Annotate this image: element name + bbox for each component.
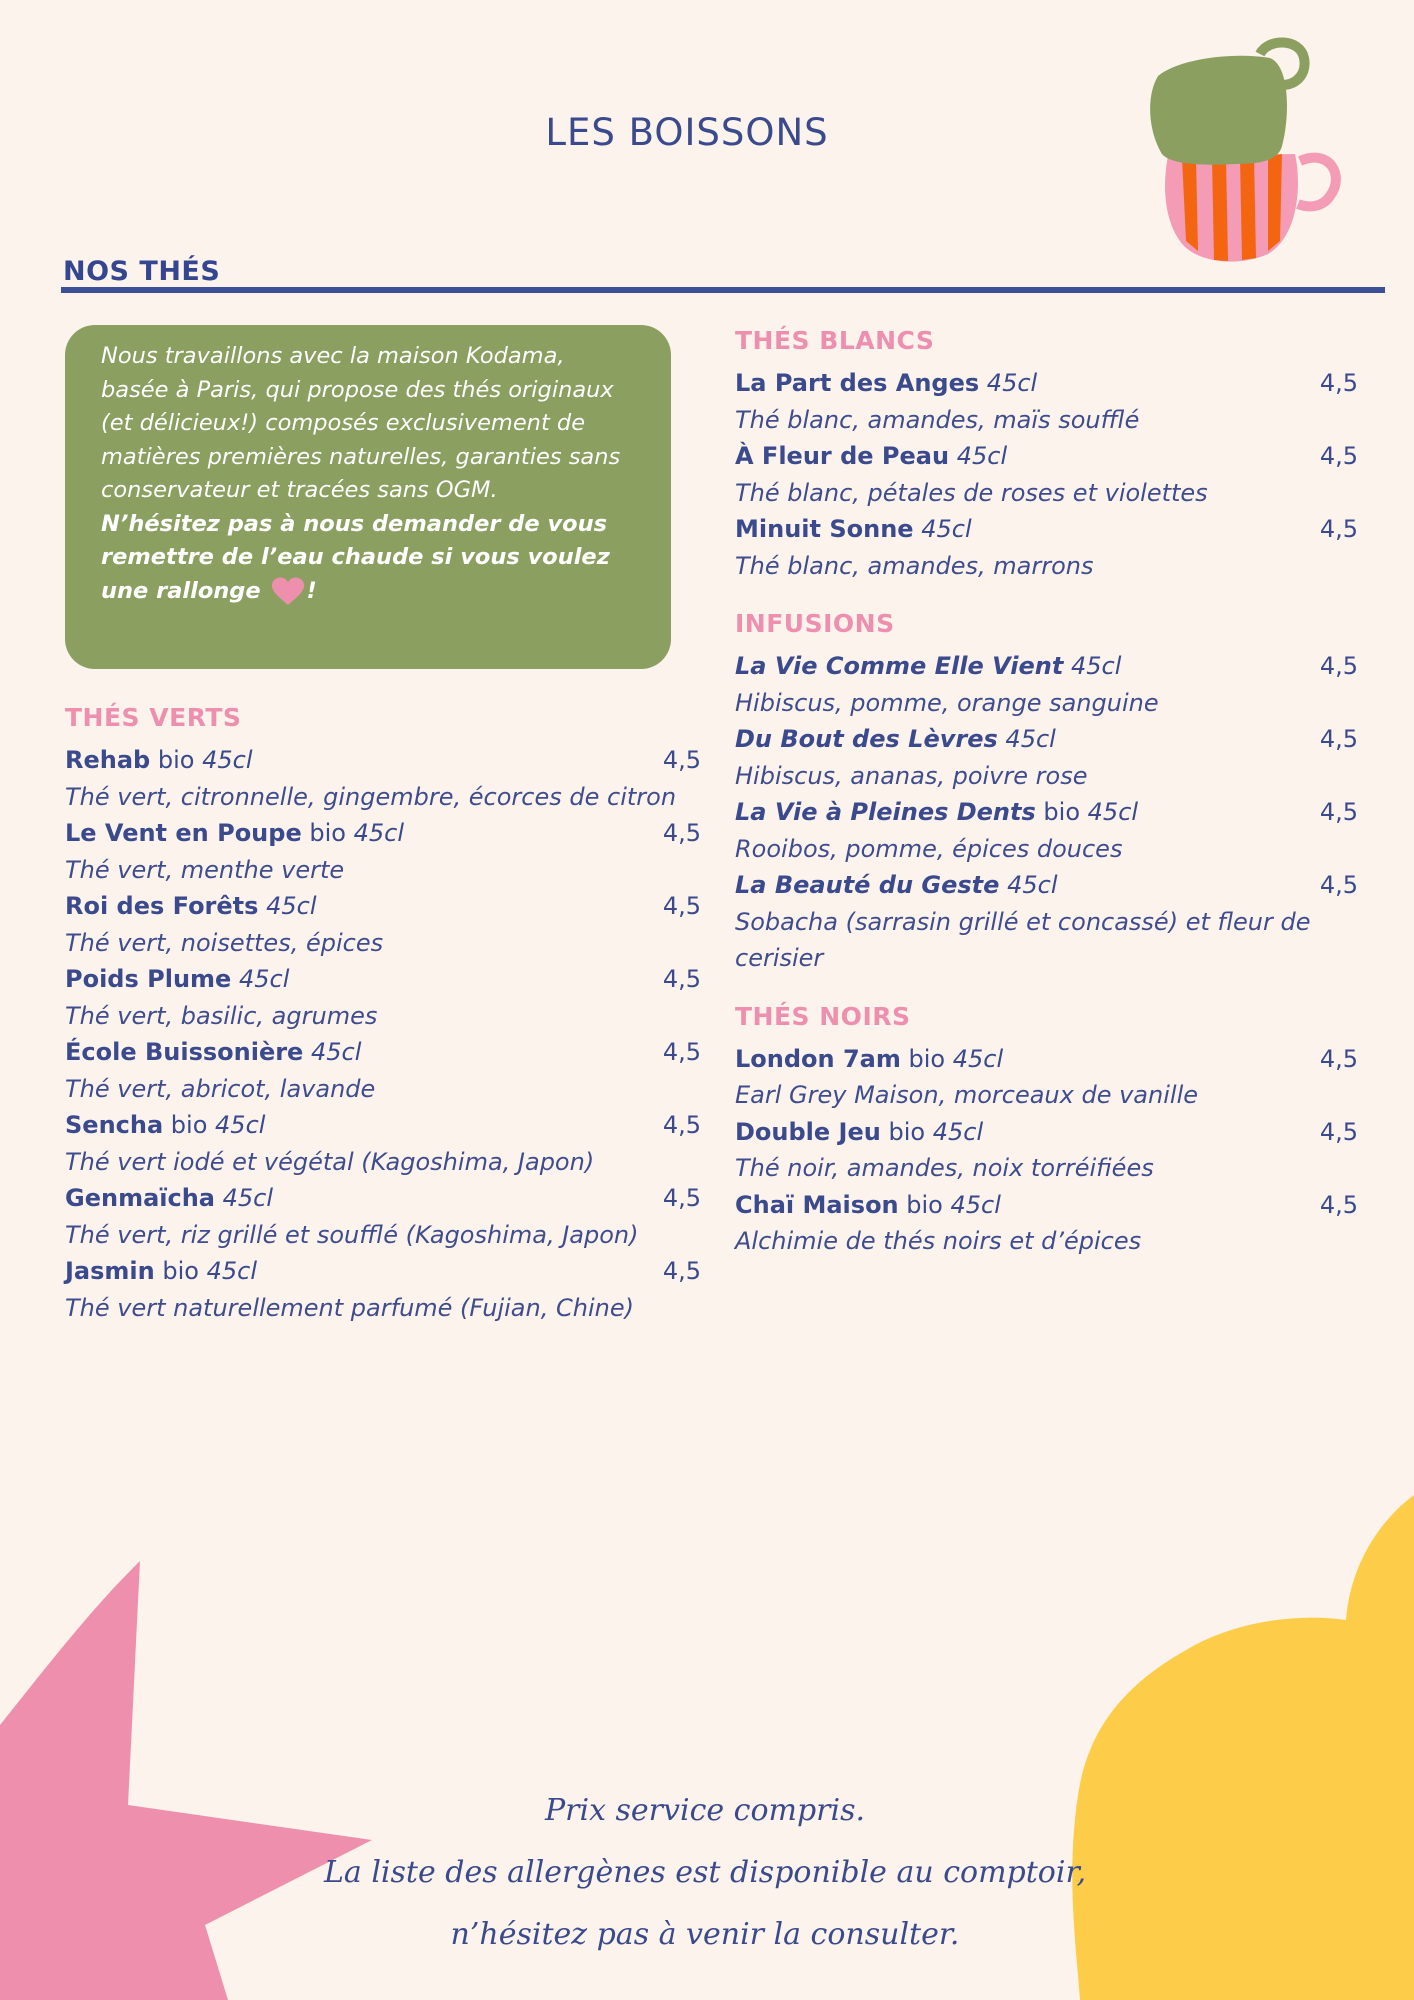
menu-item-volume: 45cl [932, 1117, 984, 1146]
menu-item [735, 721, 1360, 794]
menu-item-title [65, 742, 253, 779]
menu-item-bio: bio [908, 1044, 946, 1073]
menu-item-volume: 45cl [1070, 652, 1122, 680]
footer-note [300, 1780, 1110, 1966]
menu-item-title [65, 1034, 361, 1071]
menu-item-name: Chaï Maison [735, 1190, 899, 1219]
green-teas-column [65, 700, 703, 1326]
menu-item-volume: 45cl [202, 746, 253, 774]
menu-item-description: Earl Grey Maison, morceaux de vanille [735, 1081, 1198, 1109]
menu-item-description: Hibiscus, ananas, poivre rose [735, 761, 1088, 790]
menu-item-price: 4,5 [662, 1038, 701, 1066]
menu-item-name: Du Bout des Lèvres [735, 725, 998, 753]
menu-item-volume: 45cl [952, 1044, 1004, 1073]
menu-item-name: London 7am [735, 1044, 901, 1073]
menu-list [65, 742, 703, 1326]
menu-item-line [65, 1253, 703, 1290]
menu-item-line [735, 794, 1360, 831]
menu-item-title [735, 648, 1121, 685]
menu-item [735, 1187, 1360, 1260]
menu-item-description: Thé vert, riz grillé et soufflé (Kagoshima, Japon) [65, 1220, 639, 1249]
menu-item-line [65, 961, 703, 998]
menu-item [735, 867, 1360, 977]
menu-item-name: Le Vent en Poupe [65, 819, 302, 847]
menu-item-name: Minuit Sonne [735, 515, 914, 543]
menu-list [735, 1041, 1360, 1260]
menu-item-line [65, 888, 703, 925]
menu-item-name: École Buissonière [65, 1038, 304, 1066]
menu-list [735, 648, 1360, 977]
menu-item-price: 4,5 [1319, 652, 1358, 680]
menu-item-price: 4,5 [1319, 725, 1358, 753]
menu-item [65, 1107, 703, 1180]
menu-item-line [735, 1114, 1360, 1151]
menu-item-line [65, 742, 703, 779]
right-column [735, 323, 1360, 1260]
menu-item-title [735, 1114, 983, 1151]
menu-item-bio: bio [1043, 798, 1081, 826]
menu-item-description: Rooibos, pomme, épices douces [735, 834, 1123, 863]
category-title-green: THÉS VERTS [65, 703, 242, 732]
menu-item-title [735, 867, 1057, 904]
menu-item-name: La Vie Comme Elle Vient [735, 652, 1064, 680]
menu-item [65, 1253, 703, 1326]
menu-item-bio: bio [309, 819, 346, 847]
menu-item-line [735, 1187, 1360, 1224]
menu-item-line [65, 815, 703, 852]
menu-item-description: Thé vert iodé et végétal (Kagoshima, Japon) [65, 1147, 595, 1176]
menu-item-name: Genmaïcha [65, 1184, 215, 1212]
menu-item-price: 4,5 [662, 1184, 701, 1212]
section-divider [61, 287, 1385, 293]
menu-item-description: Thé blanc, amandes, marrons [735, 551, 1094, 580]
menu-item-description: Thé noir, amandes, noix torréifiées [735, 1154, 1154, 1182]
menu-item-title [65, 888, 316, 925]
menu-item-description: Thé vert, citronnelle, gingembre, écorces de citron [65, 782, 677, 811]
menu-item-title [735, 365, 1037, 402]
menu-item [65, 1180, 703, 1253]
menu-item-name: Jasmin [65, 1257, 155, 1285]
menu-item [735, 511, 1360, 584]
section-title: NOS THÉS [63, 256, 221, 287]
menu-item-bio: bio [170, 1111, 208, 1139]
menu-item [65, 961, 703, 1034]
menu-item-description: Thé vert, abricot, lavande [65, 1074, 376, 1103]
menu-item-line [65, 1107, 703, 1144]
menu-item-title [65, 1253, 257, 1290]
menu-item-price: 4,5 [1319, 369, 1358, 397]
menu-item-name: À Fleur de Peau [735, 442, 950, 470]
menu-item-line [735, 511, 1360, 548]
menu-item-description: Thé blanc, amandes, maïs soufflé [735, 405, 1140, 434]
menu-item-title [735, 721, 1056, 758]
menu-item-bio: bio [162, 1257, 199, 1285]
menu-item-bio: bio [906, 1190, 943, 1219]
menu-item-volume: 45cl [353, 819, 404, 847]
menu-item-line [735, 648, 1360, 685]
menu-item-title [65, 1180, 273, 1217]
menu-list [735, 365, 1360, 584]
menu-item [65, 888, 703, 961]
info-text: Nous travaillons avec la maison Kodama, basée à Paris, qui propose des thés originaux (et délicieux!) composés exclusivement de matières premières naturelles, garanties sans conservateur et tracées sans OGM. [101, 343, 621, 503]
menu-item-volume: 45cl [1007, 871, 1058, 899]
menu-item-volume: 45cl [1087, 798, 1139, 826]
menu-item-price: 4,5 [1319, 871, 1358, 899]
menu-item-description: Thé vert naturellement parfumé (Fujian, Chine) [65, 1293, 634, 1322]
menu-item-name: La Beauté du Geste [735, 871, 1000, 899]
menu-item [65, 1034, 703, 1107]
menu-item-price: 4,5 [1319, 1190, 1358, 1219]
menu-item-bio: bio [157, 746, 195, 774]
menu-item-title [735, 511, 972, 548]
menu-item [65, 742, 703, 815]
menu-item-description: Thé vert, basilic, agrumes [65, 1001, 378, 1030]
menu-item-line [735, 365, 1360, 402]
menu-item-price: 4,5 [1319, 515, 1358, 543]
menu-item-volume: 45cl [921, 515, 972, 543]
menu-item-line [65, 1034, 703, 1071]
info-strong-before: N’hésitez pas à nous demander de vous remettre de l’eau chaude si vous voulez une rallonge [101, 510, 610, 604]
menu-item-price: 4,5 [1319, 1044, 1358, 1073]
menu-item-line [735, 867, 1360, 904]
menu-item-title [735, 1187, 1001, 1224]
menu-item [65, 815, 703, 888]
menu-item-price: 4,5 [662, 746, 701, 774]
menu-item-name: Poids Plume [65, 965, 232, 993]
menu-item-price: 4,5 [1319, 442, 1358, 470]
menu-item-price: 4,5 [662, 965, 701, 993]
menu-item-volume: 45cl [215, 1111, 266, 1139]
menu-item-title [735, 1041, 1003, 1078]
menu-item-price: 4,5 [662, 1111, 701, 1139]
menu-item [735, 1041, 1360, 1114]
menu-item-description: Sobacha (sarrasin grillé et concassé) et fleur de cerisier [735, 907, 1311, 972]
info-strong-after: ! [306, 577, 317, 604]
menu-item-name: Roi des Forêts [65, 892, 259, 920]
category-title-black: THÉS NOIRS [735, 1001, 911, 1031]
info-box [65, 325, 671, 669]
footer-line: n’hésitez pas à venir la consulter. [450, 1917, 960, 1952]
menu-item-volume: 45cl [266, 892, 317, 920]
menu-item-line [735, 1041, 1360, 1078]
info-strong-text [101, 508, 637, 609]
menu-item-price: 4,5 [1319, 798, 1358, 826]
menu-item-title [65, 961, 289, 998]
menu-item-volume: 45cl [956, 442, 1008, 470]
menu-item-volume: 45cl [222, 1184, 274, 1212]
yellow-blob-shape [1060, 1495, 1414, 2000]
menu-item-description: Thé vert, noisettes, épices [65, 928, 384, 957]
menu-item-description: Thé vert, menthe verte [65, 855, 345, 884]
menu-item-name: Double Jeu [735, 1117, 881, 1146]
heart-icon [271, 577, 305, 606]
menu-item-bio: bio [888, 1117, 926, 1146]
menu-item-volume: 45cl [310, 1038, 362, 1066]
menu-item-description: Alchimie de thés noirs et d’épices [735, 1227, 1142, 1255]
menu-item-title [735, 438, 1007, 475]
menu-item-volume: 45cl [986, 369, 1038, 397]
menu-item [735, 794, 1360, 867]
menu-item-volume: 45cl [950, 1190, 1001, 1219]
menu-item [735, 1114, 1360, 1187]
menu-item-description: Hibiscus, pomme, orange sanguine [735, 688, 1159, 717]
menu-item-volume: 45cl [206, 1257, 258, 1285]
menu-item-price: 4,5 [662, 892, 701, 920]
menu-item-price: 4,5 [662, 1257, 701, 1285]
menu-item-title [65, 815, 404, 852]
page-title: LES BOISSONS [545, 110, 829, 154]
menu-item-name: La Vie à Pleines Dents [735, 798, 1036, 826]
menu-item-line [65, 1180, 703, 1217]
footer-line: La liste des allergènes est disponible au comptoir, [323, 1855, 1087, 1890]
menu-item-volume: 45cl [238, 965, 290, 993]
menu-item-title [735, 794, 1138, 831]
menu-item-line [735, 438, 1360, 475]
menu-item-line [735, 721, 1360, 758]
menu-item-price: 4,5 [662, 819, 701, 847]
menu-item-price: 4,5 [1319, 1117, 1358, 1146]
menu-item [735, 648, 1360, 721]
menu-item-volume: 45cl [1005, 725, 1056, 753]
menu-item-title [65, 1107, 265, 1144]
menu-item [735, 365, 1360, 438]
menu-item-name: Sencha [65, 1111, 164, 1139]
menu-item-name: Rehab [65, 746, 151, 774]
menu-item-name: La Part des Anges [735, 369, 980, 397]
category-title-infusions: INFUSIONS [735, 609, 895, 638]
menu-item-description: Thé blanc, pétales de roses et violettes [735, 478, 1208, 507]
category-title-white: THÉS BLANCS [735, 326, 935, 355]
menu-item [735, 438, 1360, 511]
footer-line: Prix service compris. [544, 1793, 866, 1828]
